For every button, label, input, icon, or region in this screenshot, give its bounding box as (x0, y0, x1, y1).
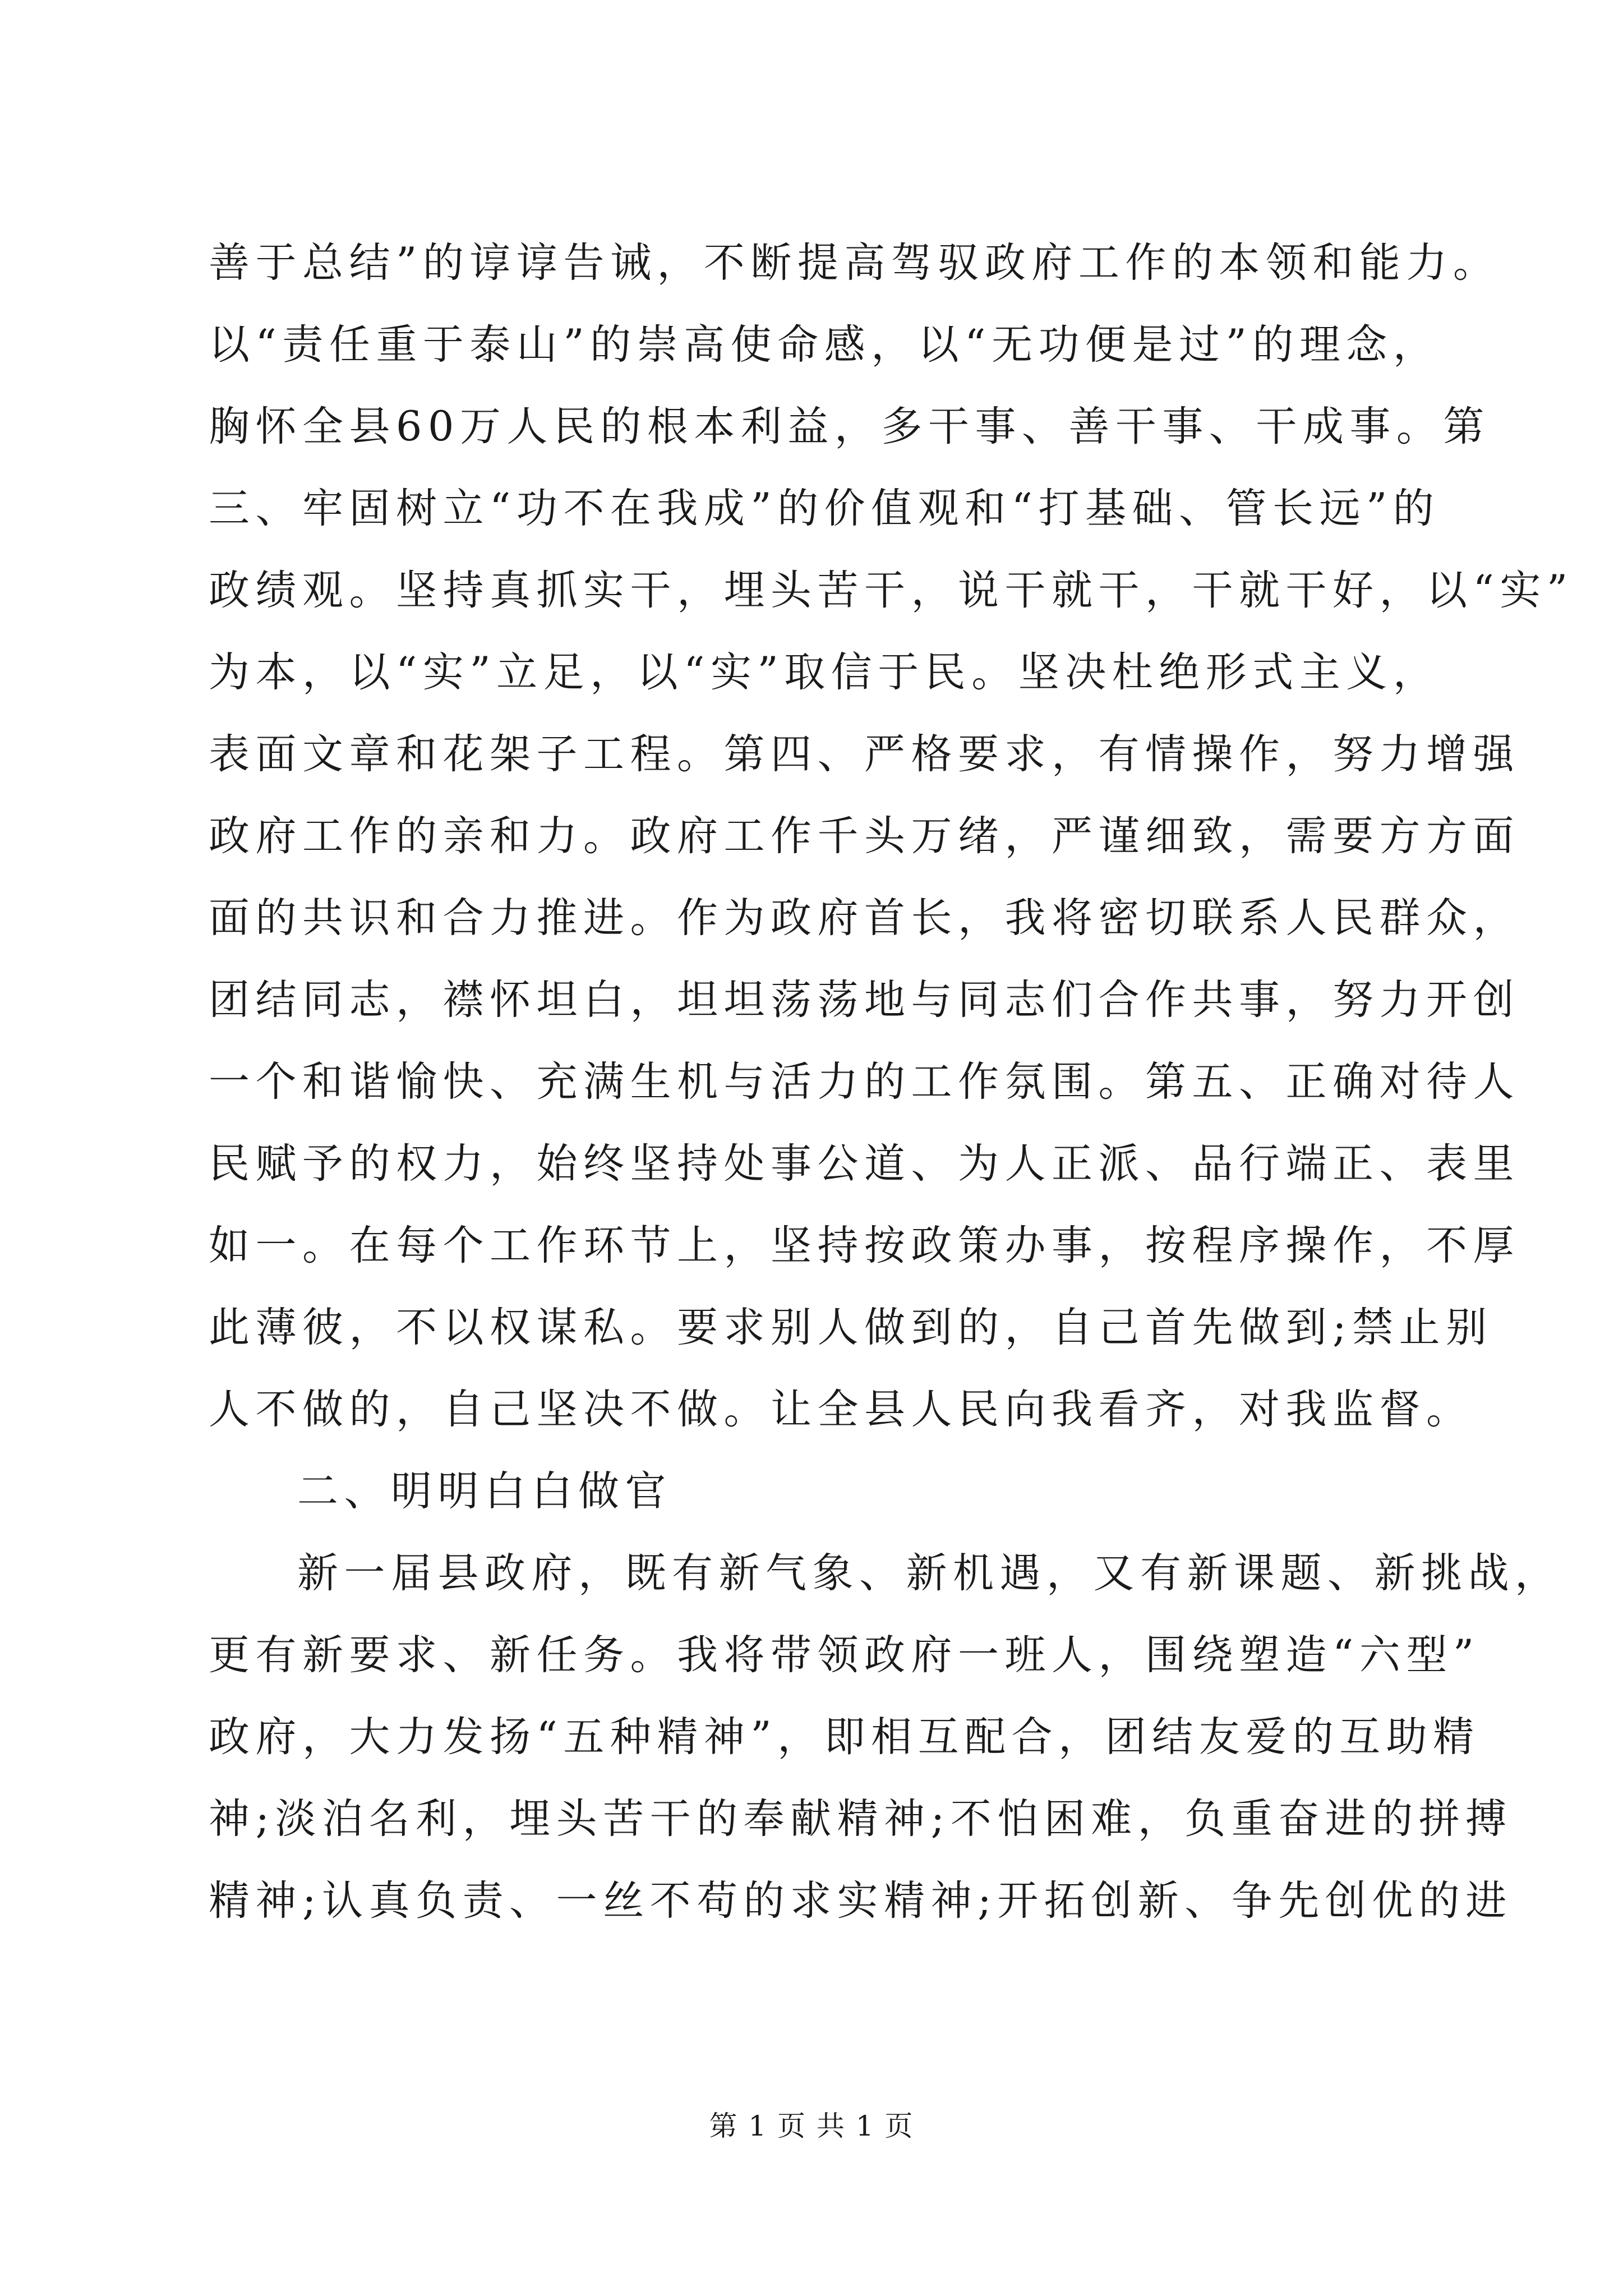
text-line: 一个和谐愉快、充满生机与活力的工作氛围。第五、正确对待人 (209, 1058, 1520, 1106)
text-line: 此薄彼，不以权谋私。要求别人做到的，自己首先做到;禁止别 (209, 1304, 1493, 1351)
text-line: 人不做的，自己坚决不做。让全县人民向我看齐，对我监督。 (209, 1386, 1473, 1433)
text-line: 以“责任重于泰山”的崇高使命感，以“无功便是过”的理念， (209, 321, 1440, 369)
text-line: 政府工作的亲和力。政府工作千头万绪，严谨细致，需要方方面 (209, 812, 1520, 860)
text-line: 政绩观。坚持真抓实干，埋头苦干，说干就干，干就干好，以“实” (209, 567, 1574, 614)
section-heading: 二、明明白白做官 (297, 1467, 672, 1515)
text-line: 胸怀全县60万人民的根本利益，多干事、善干事、干成事。第 (209, 403, 1490, 450)
page-footer: 第 1 页 共 1 页 (709, 2110, 914, 2142)
text-line: 为本，以“实”立足，以“实”取信于民。坚决杜绝形式主义， (209, 648, 1440, 696)
text-line: 更有新要求、新任务。我将带领政府一班人，围绕塑造“六型” (209, 1631, 1480, 1679)
text-line: 面的共识和合力推进。作为政府首长，我将密切联系人民群众， (209, 894, 1520, 942)
text-line: 精神;认真负责、一丝不苟的求实精神;开拓创新、争先创优的进 (209, 1877, 1513, 1925)
text-line: 政府，大力发扬“五种精神”，即相互配合，团结友爱的互助精 (209, 1713, 1480, 1761)
text-line: 善于总结”的谆谆告诫，不断提高驾驭政府工作的本领和能力。 (209, 239, 1500, 287)
text-line: 团结同志，襟怀坦白，坦坦荡荡地与同志们合作共事，努力开创 (209, 976, 1520, 1024)
text-line: 民赋予的权力，始终坚持处事公道、为人正派、品行端正、表里 (209, 1140, 1520, 1188)
text-line: 神;淡泊名利，埋头苦干的奉献精神;不怕困难，负重奋进的拼搏 (209, 1795, 1513, 1843)
text-line: 新一届县政府，既有新气象、新机遇，又有新课题、新挑战， (297, 1549, 1562, 1597)
text-line: 三、牢固树立“功不在我成”的价值观和“打基础、管长远”的 (209, 485, 1440, 532)
text-line: 表面文章和花架子工程。第四、严格要求，有情操作，努力增强 (209, 730, 1520, 778)
text-line: 如一。在每个工作环节上，坚持按政策办事，按程序操作，不厚 (209, 1222, 1520, 1269)
